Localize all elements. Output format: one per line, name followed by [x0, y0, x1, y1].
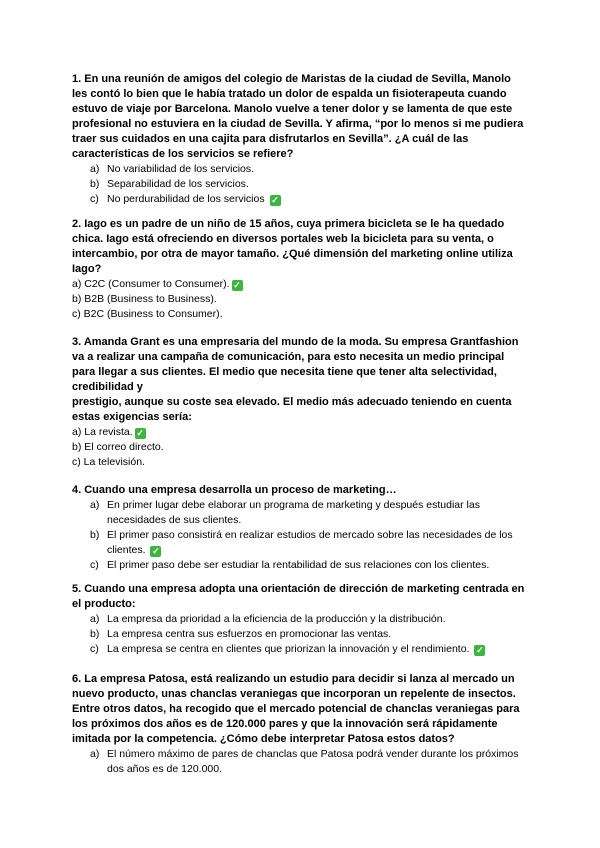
option-a: a) La revista. ✓ [72, 426, 144, 438]
question-text: 2. Iago es un padre de un niño de 15 años, cuya primera bicicleta se le ha quedado chica. Iago está ofreciendo en diversos portales web la bicicleta para su venta, o intercambio, por otra de mayor tamaño. ¿Qué dimensión del marketing online utiliza Iago? [72, 218, 513, 275]
option-b: b) El primer paso consistirá en realizar estudios de mercado sobre las necesidades de los clientes. ✓ [90, 529, 513, 556]
option-list [72, 612, 528, 657]
option-c: c) No perdurabilidad de los servicios ✓ [90, 193, 279, 205]
question-3 [72, 335, 528, 470]
option-list [72, 425, 528, 470]
option-a: a) En primer lugar debe elaborar un programa de marketing y después estudiar las necesidades de sus clientes. [90, 499, 480, 526]
option-a: a) El número máximo de pares de chanclas que Patosa podrá vender durante los próximos dos años es de 120.000. [90, 748, 519, 775]
option-c: c) La televisión. [72, 456, 145, 468]
option-c: c) B2C (Business to Consumer). [72, 308, 223, 320]
question-text: 4. Cuando una empresa desarrolla un proceso de marketing… [72, 484, 397, 496]
check-mark-icon: ✓ [233, 280, 241, 290]
check-mark-icon: ✓ [136, 428, 144, 438]
option-a: a) No variabilidad de los servicios. [90, 163, 255, 175]
option-b: b) El correo directo. [72, 441, 164, 453]
question-5 [72, 582, 528, 657]
option-a: a) C2C (Consumer to Consumer). ✓ [72, 278, 241, 290]
option-b: b) Separabilidad de los servicios. [90, 178, 249, 190]
option-list [72, 277, 528, 322]
question-2 [72, 217, 528, 322]
question-4 [72, 483, 528, 573]
check-mark-icon: ✓ [271, 195, 279, 205]
option-list [72, 162, 528, 207]
question-1 [72, 72, 528, 207]
question-text: 1. En una reunión de amigos del colegio de Maristas de la ciudad de Sevilla, Manolo les contó lo bien que le había tratado un dolor de espalda un fisioterapeuta cuando estuvo de viaje por Barcelona. Manolo vuelve a tener dolor y se lamenta de que este profesional no estuviera en la ciudad de Sevilla. Y afirma, “por lo menos si me pudiera traer sus cuidados en una cajita para disfrutarlos en Sevilla”. ¿A cuál de las características de los servicios se refiere? [72, 73, 524, 160]
option-list [72, 747, 528, 777]
question-text: 5. Cuando una empresa adopta una orientación de dirección de marketing centrada en el producto: [72, 583, 525, 610]
option-b: b) B2B (Business to Business). [72, 293, 217, 305]
check-mark-icon: ✓ [152, 546, 160, 556]
question-text: 3. Amanda Grant es una empresaria del mundo de la moda. Su empresa Grantfashion va a realizar una campaña de comunicación, para esto necesita un medio principal para llegar a sus clientes. El medio que necesita tiene que tener alta selectividad, credibilidad y prestigio, aunque su coste sea elevado. El medio más adecuado teniendo en cuenta estas exigencias sería: [72, 336, 519, 423]
option-list [72, 498, 528, 573]
question-text: 6. La empresa Patosa, está realizando un estudio para decidir si lanza al mercado un nuevo producto, unas chanclas veraniegas que incorporan un repelente de insectos. Entre otros datos, ha recogido que el mercado potencial de chanclas veraniegas para los próximos dos años es de 120.000 pares y que la innovación será rápidamente imitada por la competencia. ¿Cómo debe interpretar Patosa estos datos? [72, 673, 520, 745]
option-a: a) La empresa da prioridad a la eficiencia de la producción y la distribución. [90, 613, 446, 625]
option-c: c) El primer paso debe ser estudiar la rentabilidad de sus relaciones con los clientes. [90, 559, 490, 571]
option-c: c) La empresa se centra en clientes que priorizan la innovación y el rendimiento. ✓ [90, 643, 484, 655]
option-b: b) La empresa centra sus esfuerzos en promocionar las ventas. [90, 628, 392, 640]
question-6 [72, 672, 528, 777]
check-mark-icon: ✓ [476, 645, 484, 655]
